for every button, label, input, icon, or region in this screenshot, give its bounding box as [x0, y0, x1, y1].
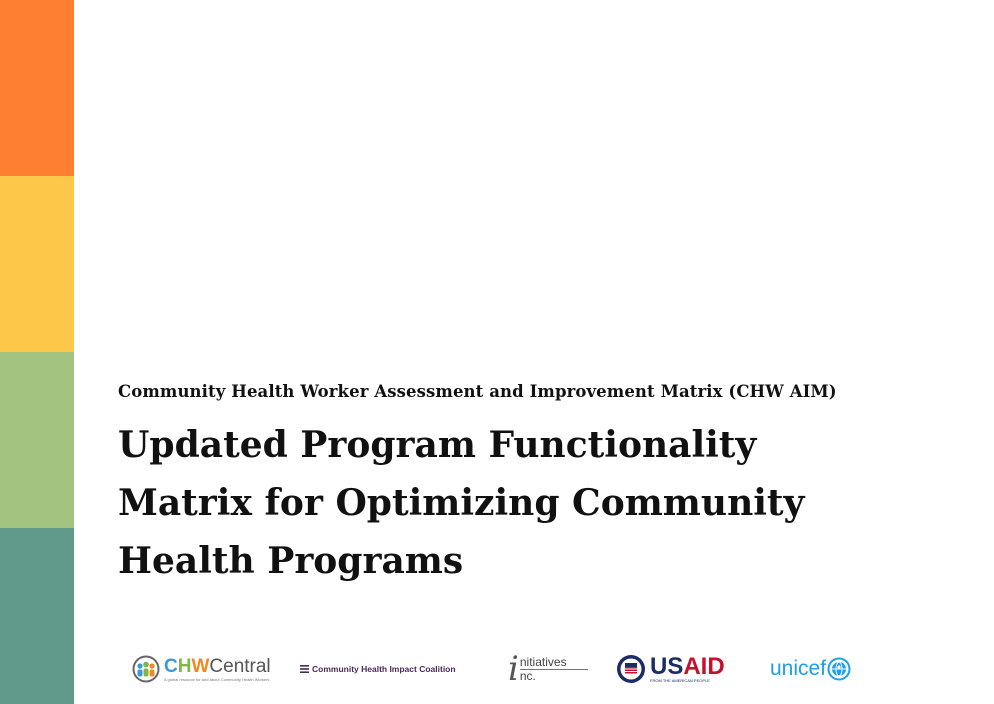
- accent-band-yellow: [0, 176, 74, 352]
- chw-central-word: Central: [209, 655, 271, 677]
- chw-c-letter: C: [164, 655, 178, 677]
- usaid-us: US: [650, 652, 684, 680]
- accent-band-green: [0, 352, 74, 528]
- accent-band-teal: [0, 528, 74, 704]
- cover-subtitle: Community Health Worker Assessment and Improvement Matrix (CHW AIM): [118, 382, 837, 401]
- initiatives-i-mark: i: [508, 649, 519, 689]
- unicef-logo: [770, 646, 851, 692]
- chw-w-letter: W: [191, 655, 210, 677]
- chw-central-logo: [132, 646, 271, 692]
- usaid-seal-icon: [616, 654, 646, 684]
- initiatives-logo: [508, 646, 588, 692]
- initiatives-inc: nc.: [519, 669, 536, 683]
- accent-band-orange: [0, 0, 74, 176]
- people-group-icon: [132, 655, 160, 683]
- chw-h-letter: H: [177, 655, 192, 677]
- chic-logo: [300, 646, 456, 692]
- usaid-aid: AID: [683, 652, 725, 680]
- unicef-name: unicef: [770, 657, 827, 680]
- cover-title: Updated Program Functionality Matrix for Optimizing Community Health Programs: [118, 424, 805, 582]
- initiatives-word: nitiatives: [519, 655, 567, 669]
- usaid-logo: [616, 646, 725, 692]
- chw-central-tagline: A global resource for and about Community Health Workers: [164, 676, 270, 682]
- unicef-globe-icon: [827, 657, 851, 681]
- usaid-tagline: FROM THE AMERICAN PEOPLE: [650, 677, 710, 683]
- chic-name: Community Health Impact Coalition: [312, 664, 456, 674]
- chic-stripes-icon: [300, 665, 309, 673]
